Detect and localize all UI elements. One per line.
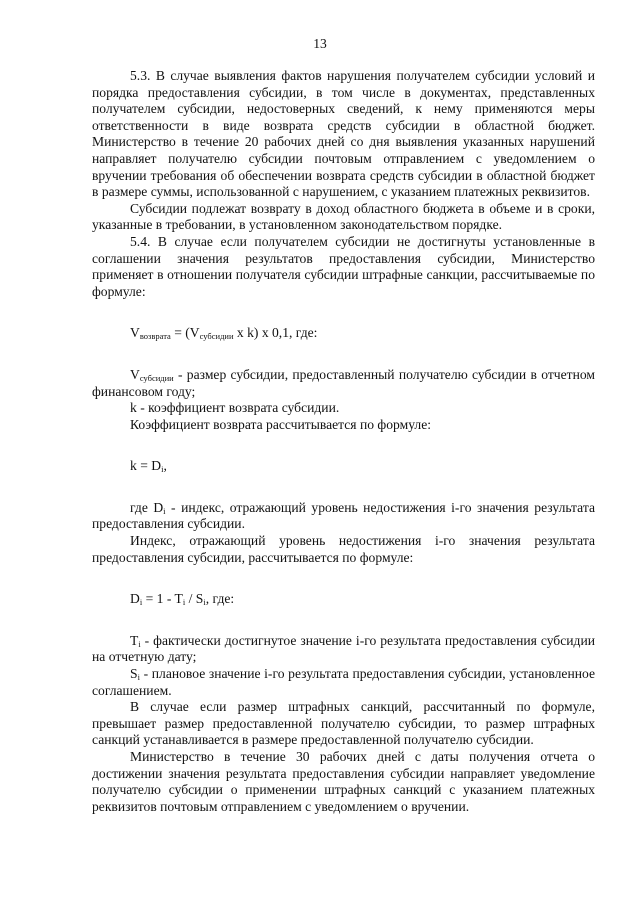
definition-t: $T_i$ - фактически достигнутое значение i-го результата предоставления субсидии на отчетную дату; [92, 632, 595, 665]
definition-s: $S_i$ - плановое значение i-го результата предоставления субсидии, установленное соглашением. [92, 666, 595, 698]
definition-d: где $D_i$ - индекс, отражающий уровень недостижения i-го значения результата предоставления субсидии. [92, 499, 595, 532]
k-formula-intro: Коэффициент возврата рассчитывается по формуле: [130, 416, 432, 432]
index-formula-intro: Индекс, отражающий уровень недостижения i-го значения результата предоставления субсидии, рассчитывается по формуле: [92, 533, 595, 565]
formula-k: $k = D_i$, [130, 458, 167, 475]
definition-k: k - коэффициент возврата субсидии. [130, 400, 340, 416]
paragraph-refund: Субсидии подлежат возврату в доход областного бюджета в объеме и в сроки, указанные в требовании, в установленном законодательством порядке. [92, 200, 595, 233]
page-number: 13 [313, 36, 327, 51]
paragraph-5-3: 5.3. В случае выявления фактов нарушения получателем субсидии условий и порядка предоставления субсидии, в том числе в документах, представленных получателем субсидии, недостоверных сведений, к нему применяются меры ответственности в виде возврата средств субсидии в областной бюджет. Министерство в течение 20 рабочих дней со дня выявления указанных нарушений направляет получателю субсидии почтовым отправлением с уведомлением о вручении требования об обеспечении возврата средств субсидии в областной бюджет в размере суммы, использованной с нарушением, с указанием платежных реквизитов. [92, 68, 595, 200]
paragraph-penalty-limit: В случае если размер штрафных санкций, рассчитанный по формуле, превышает размер предоставленной получателю субсидии, то размер штрафных санкций устанавливается в размере предоставленной получателю субсидии. [92, 699, 595, 748]
paragraph-5-4: 5.4. В случае если получателем субсидии не достигнуты установленные в соглашении значения результатов предоставления субсидии, Министерство применяет в отношении получателя субсидии штрафные санкции, рассчитываемые по формуле: [92, 233, 595, 299]
formula-v-return: $V_{возврата} = (V_{субсидии}$ x k) x 0,1, где: [130, 325, 318, 342]
paragraph-ministry-notice: Министерство в течение 30 рабочих дней с даты получения отчета о достижении значения результата предоставления субсидии направляет уведомление получателю субсидии о применении штрафных санкций с указанием платежных реквизитов почтовым отправлением с уведомлением о вручении. [92, 749, 595, 814]
formula-d: $D_i = 1 - T_i / S_i$, где: [130, 591, 235, 608]
definition-v-subsidy: $V_{субсидии}$ - размер субсидии, предоставленный получателю субсидии в отчетном финансовом году; [92, 366, 595, 399]
document-body [92, 68, 595, 815]
